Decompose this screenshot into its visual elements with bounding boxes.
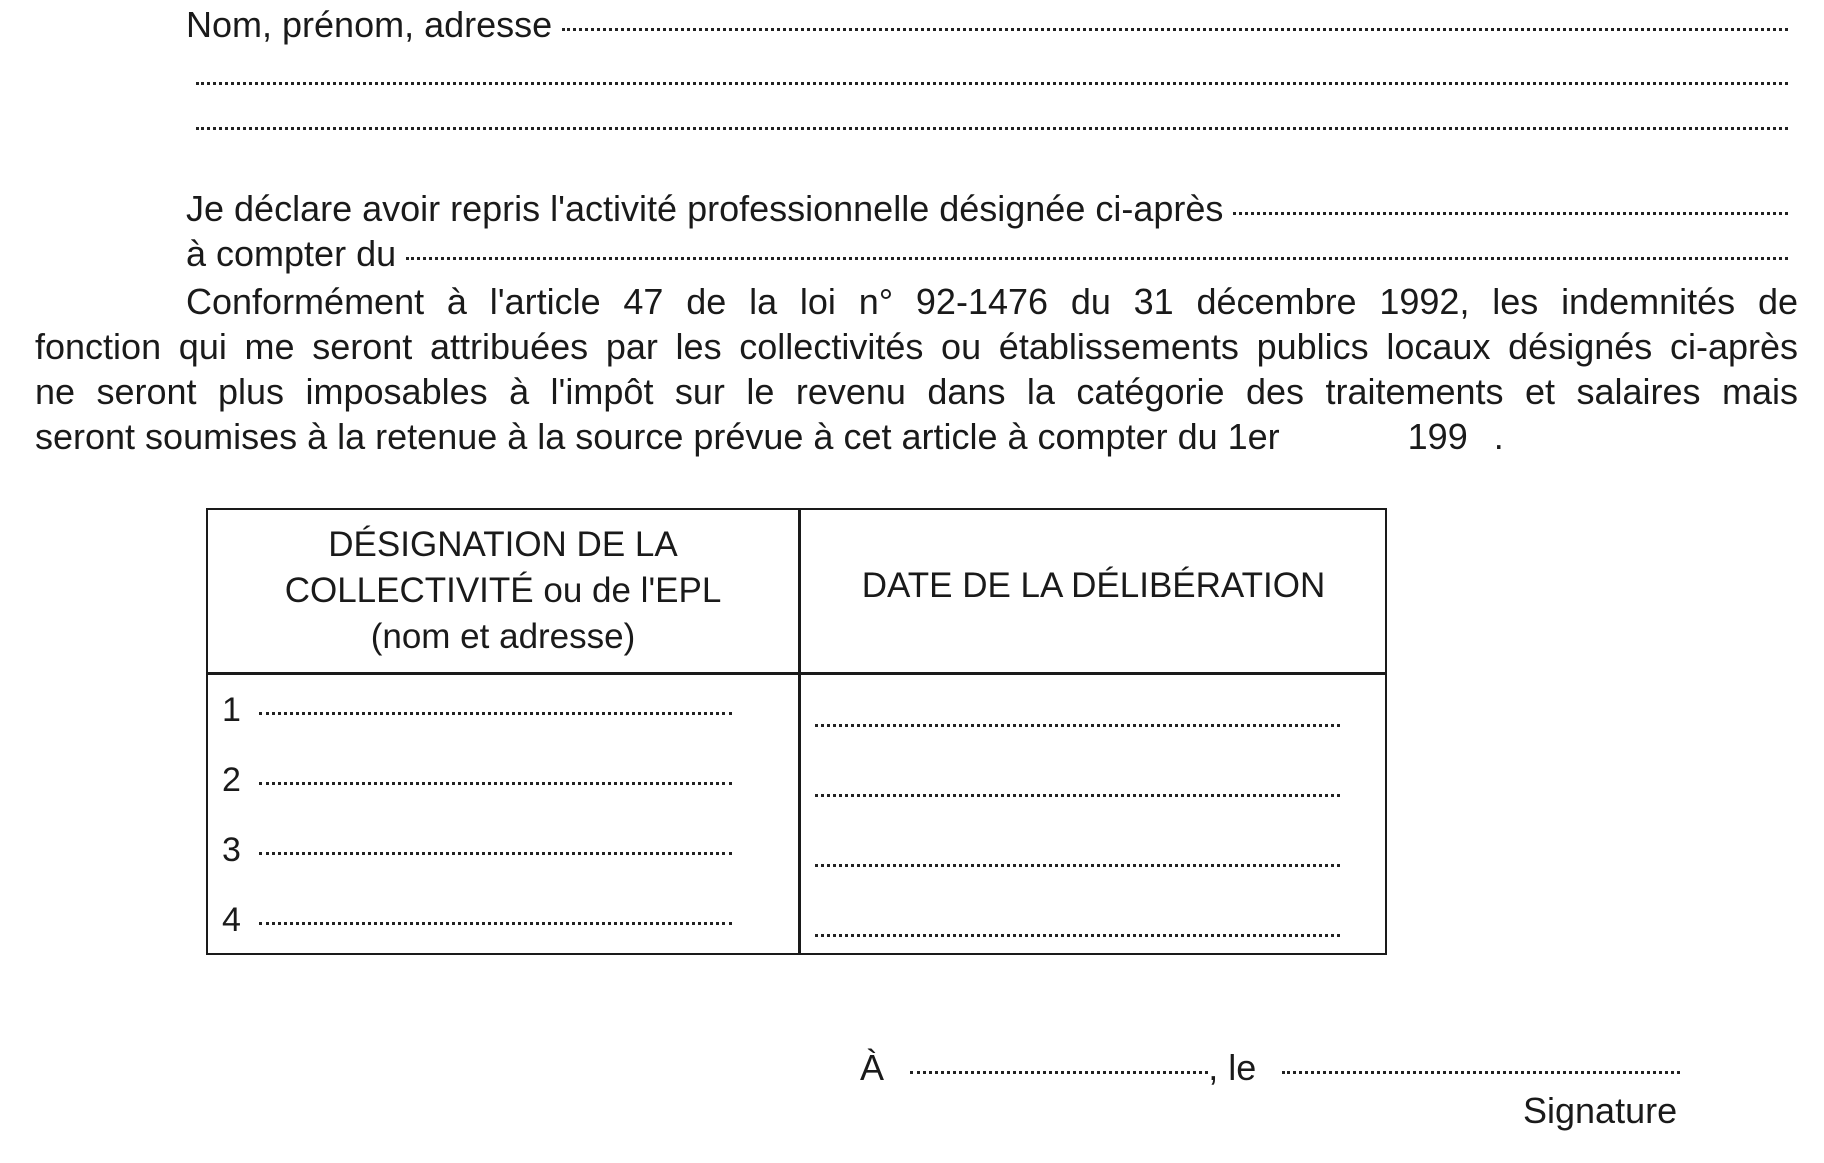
deliberation-date-field[interactable] — [815, 924, 1340, 937]
name-address-field[interactable] — [562, 28, 1788, 31]
table-row — [222, 761, 732, 800]
paragraph-line-2: fonction qui me seront attribuées par les collectivités ou établissements publics locaux désignés ci-après — [35, 326, 1798, 367]
collectivity-field[interactable] — [259, 852, 732, 855]
address-field-line-2[interactable] — [196, 72, 1788, 85]
year-prefix: 199 — [1407, 416, 1468, 457]
signature-date-field[interactable] — [1282, 1071, 1680, 1074]
table-row — [222, 901, 732, 940]
signature-label: Signature — [1523, 1090, 1678, 1131]
paragraph-line-4 — [35, 414, 1798, 459]
paragraph-line-1: Conformément à l'article 47 de la loi n° 92-1476 du 31 décembre 1992, les indemnités de — [186, 281, 1798, 322]
column-header-designation-line-3: (nom et adresse) — [370, 617, 636, 656]
legal-paragraph — [35, 279, 1798, 459]
date-connector: , le — [1208, 1047, 1257, 1088]
row-number: 1 — [222, 691, 241, 729]
row-number: 2 — [222, 761, 241, 799]
period: . — [1493, 416, 1504, 457]
table-row — [222, 691, 732, 730]
column-header-designation-line-1: DÉSIGNATION DE LA — [328, 525, 678, 564]
table-header-divider — [208, 672, 1385, 675]
collectivity-table — [206, 508, 1387, 955]
table-row — [222, 831, 732, 870]
collectivity-field[interactable] — [259, 922, 732, 925]
name-address-line — [186, 4, 1788, 46]
place-date-line — [860, 1047, 1680, 1089]
paragraph-line-4-text: seront soumises à la retenue à la source prévue à cet article à compter du 1er — [35, 416, 1280, 457]
place-prefix: À — [860, 1047, 885, 1088]
collectivity-field[interactable] — [259, 782, 732, 785]
row-number: 4 — [222, 901, 241, 939]
start-date-field[interactable] — [406, 257, 1788, 260]
activity-line — [186, 188, 1788, 230]
deliberation-date-field[interactable] — [815, 854, 1340, 867]
name-address-label: Nom, prénom, adresse — [186, 4, 553, 45]
activity-field[interactable] — [1233, 212, 1788, 215]
paragraph-line-3: ne seront plus imposables à l'impôt sur le revenu dans la catégorie des traitements et salaires mais — [35, 371, 1798, 412]
collectivity-field[interactable] — [259, 712, 732, 715]
row-number: 3 — [222, 831, 241, 869]
start-date-line — [186, 233, 1788, 275]
column-header-designation — [208, 522, 798, 660]
column-header-designation-line-2: COLLECTIVITÉ ou de l'EPL — [284, 571, 722, 610]
deliberation-date-field[interactable] — [815, 714, 1340, 727]
column-header-date: DATE DE LA DÉLIBÉRATION — [861, 566, 1326, 605]
activity-label: Je déclare avoir repris l'activité professionnelle désignée ci-après — [186, 188, 1224, 229]
place-field[interactable] — [910, 1071, 1208, 1074]
deliberation-date-field[interactable] — [815, 784, 1340, 797]
start-date-label: à compter du — [186, 233, 397, 274]
address-field-line-3[interactable] — [196, 117, 1788, 130]
